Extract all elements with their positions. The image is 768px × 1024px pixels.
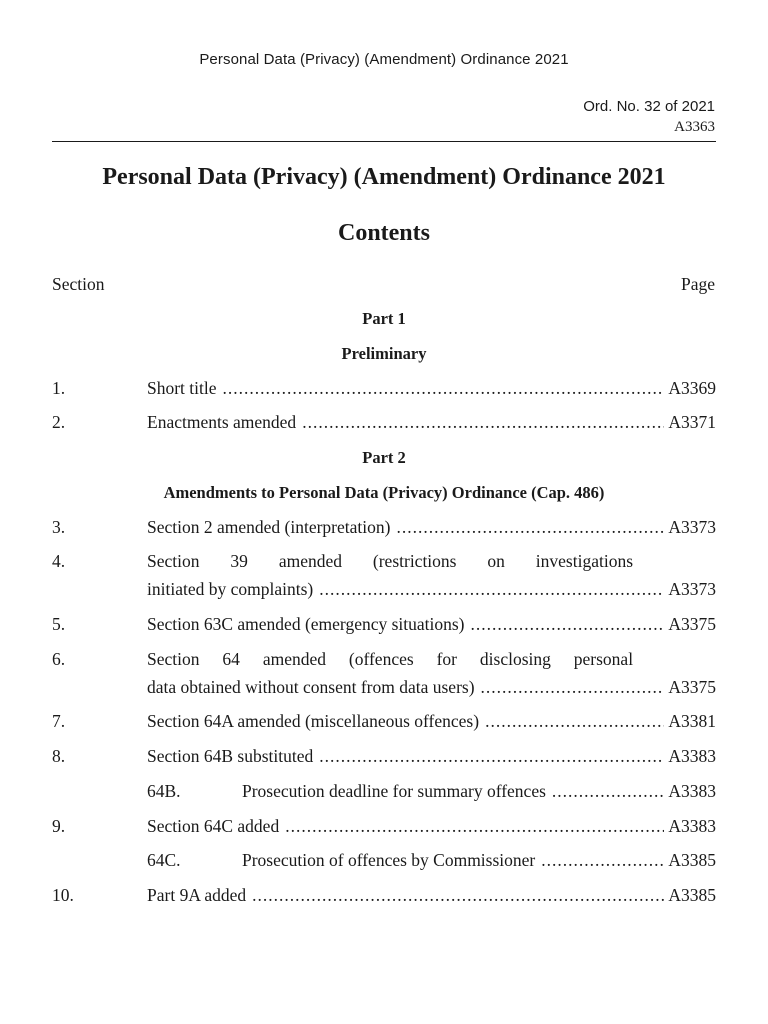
subentry-title: Prosecution deadline for summary offences bbox=[242, 781, 546, 801]
entry-page: A3383 bbox=[668, 816, 716, 836]
entry-title: Section 63C amended (emergency situations) bbox=[147, 614, 465, 634]
entry-title-line-1: Section 64 amended (offences for disclosing personal bbox=[147, 649, 634, 669]
section-column-label: Section bbox=[52, 274, 105, 294]
entry-number: 5. bbox=[52, 614, 66, 634]
entry-title: Short title bbox=[147, 378, 217, 398]
entry-page: A3371 bbox=[668, 412, 716, 432]
entry-page: A3373 bbox=[668, 517, 716, 537]
entry-number: 9. bbox=[52, 816, 66, 836]
running-header: Personal Data (Privacy) (Amendment) Ordinance 2021 bbox=[199, 51, 569, 68]
dot-leader bbox=[541, 847, 664, 874]
entry-page: A3375 bbox=[668, 677, 716, 697]
entry-number: 3. bbox=[52, 517, 66, 537]
dot-leader bbox=[485, 708, 664, 735]
dot-leader bbox=[481, 674, 665, 701]
dot-leader bbox=[552, 778, 664, 805]
dot-leader bbox=[285, 813, 664, 840]
dot-leader bbox=[302, 409, 664, 436]
dot-leader bbox=[471, 611, 665, 638]
entry-number: 4. bbox=[52, 551, 66, 571]
document-title: Personal Data (Privacy) (Amendment) Ordinance 2021 bbox=[102, 164, 666, 190]
entry-title-line-1: Section 39 amended (restrictions on investigations bbox=[147, 551, 634, 571]
part-2-label: Part 2 bbox=[362, 448, 406, 467]
entry-title: Part 9A added bbox=[147, 885, 247, 905]
entry-number: 7. bbox=[52, 711, 66, 731]
entry-title: Section 64A amended (miscellaneous offences) bbox=[147, 711, 480, 731]
entry-page: A3381 bbox=[668, 711, 716, 731]
entry-title: Section 64B substituted bbox=[147, 746, 314, 766]
entry-title-line-2: data obtained without consent from data users) bbox=[147, 677, 475, 697]
entry-page: A3375 bbox=[668, 614, 716, 634]
part-1-label: Part 1 bbox=[362, 309, 406, 328]
dot-leader bbox=[319, 576, 664, 603]
entry-number: 8. bbox=[52, 746, 66, 766]
dot-leader bbox=[252, 882, 664, 909]
entry-page: A3385 bbox=[668, 885, 716, 905]
ordinance-number: Ord. No. 32 of 2021 bbox=[583, 98, 715, 115]
page-column-label: Page bbox=[680, 274, 715, 294]
header-rule bbox=[52, 141, 716, 142]
entry-page: A3385 bbox=[668, 850, 716, 870]
entry-page: A3383 bbox=[668, 746, 716, 766]
page-number: A3363 bbox=[674, 119, 715, 135]
entry-title: Section 2 amended (interpretation) bbox=[147, 517, 391, 537]
dot-leader bbox=[223, 375, 665, 402]
entry-page: A3369 bbox=[668, 378, 716, 398]
contents-heading: Contents bbox=[337, 220, 430, 246]
entry-number: 2. bbox=[52, 412, 66, 432]
part-1-heading: Preliminary bbox=[341, 344, 427, 363]
dot-leader bbox=[396, 514, 664, 541]
entry-title: Enactments amended bbox=[147, 412, 297, 432]
entry-page: A3373 bbox=[668, 579, 716, 599]
entry-number: 6. bbox=[52, 649, 66, 669]
entry-title-line-2: initiated by complaints) bbox=[147, 579, 314, 599]
entry-number: 10. bbox=[52, 885, 74, 905]
entry-title: Section 64C added bbox=[147, 816, 280, 836]
subentry-number: 64B. bbox=[147, 781, 181, 801]
entry-number: 1. bbox=[52, 378, 66, 398]
entry-page: A3383 bbox=[668, 781, 716, 801]
dot-leader bbox=[319, 743, 664, 770]
part-2-heading: Amendments to Personal Data (Privacy) Ordinance (Cap. 486) bbox=[163, 483, 605, 502]
subentry-title: Prosecution of offences by Commissioner bbox=[242, 850, 536, 870]
subentry-number: 64C. bbox=[147, 850, 181, 870]
